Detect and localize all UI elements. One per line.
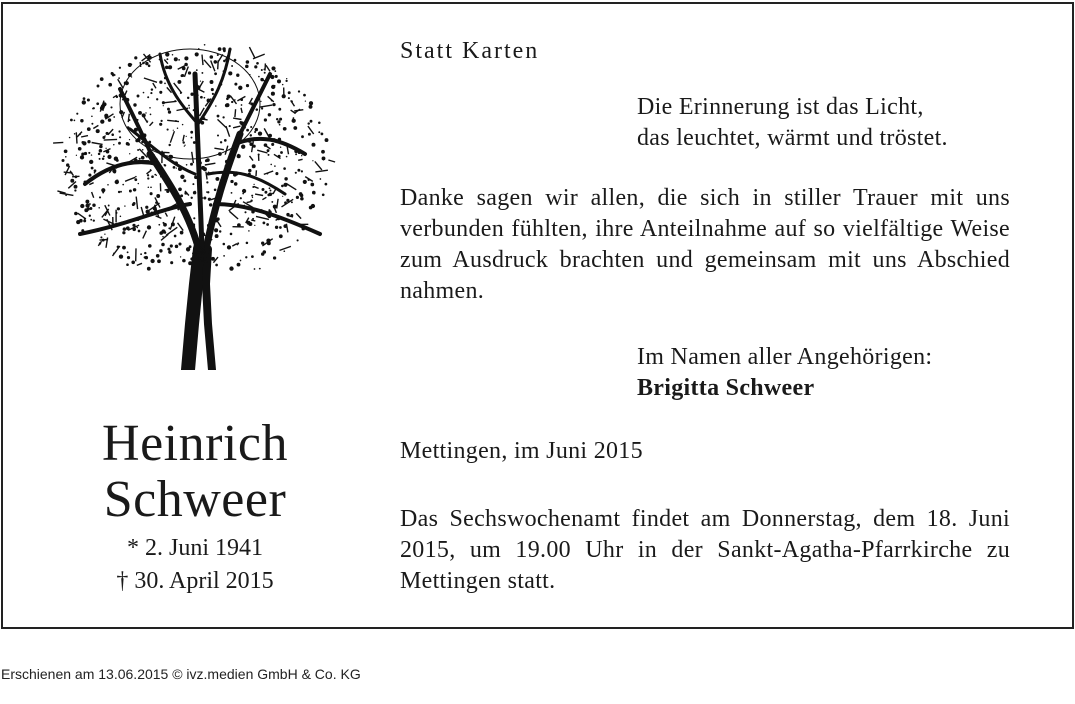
quote — [637, 92, 1017, 154]
deceased-first-name: Heinrich — [102, 415, 288, 472]
quote-line-2: das leuchtet, wärmt und tröstet. — [637, 125, 948, 151]
quote-line-1: Die Erinnerung ist das Licht, — [637, 94, 924, 120]
thanks-paragraph: Danke sagen wir allen, die sich in stiller Trauer mit uns verbunden fühlten, ihre Anteilnahme auf so vielfältige Weise zum Ausdruck brachten und gemeinsam mit uns Abschied nahmen. — [400, 185, 1010, 304]
birth-date: * 2. Juni 1941 — [126, 535, 263, 561]
deceased-last-name: Schweer — [103, 471, 287, 528]
signer-name: Brigitta Schweer — [637, 375, 815, 401]
behalf-block — [637, 342, 1037, 404]
behalf-line: Im Namen aller Angehörigen: — [637, 344, 933, 370]
service-paragraph: Das Sechswochenamt findet am Donnerstag, dem 18. Juni 2015, um 19.00 Uhr in der Sankt-Agatha-Pfarrkirche zu Mettingen statt. — [400, 506, 1010, 594]
header-label: Statt Karten — [400, 38, 540, 64]
tree-icon — [40, 34, 340, 370]
footer-credit: Erschienen am 13.06.2015 © ivz.medien GmbH & Co. KG — [1, 666, 361, 682]
death-date: † 30. April 2015 — [116, 568, 274, 594]
place-date: Mettingen, im Juni 2015 — [400, 438, 643, 464]
